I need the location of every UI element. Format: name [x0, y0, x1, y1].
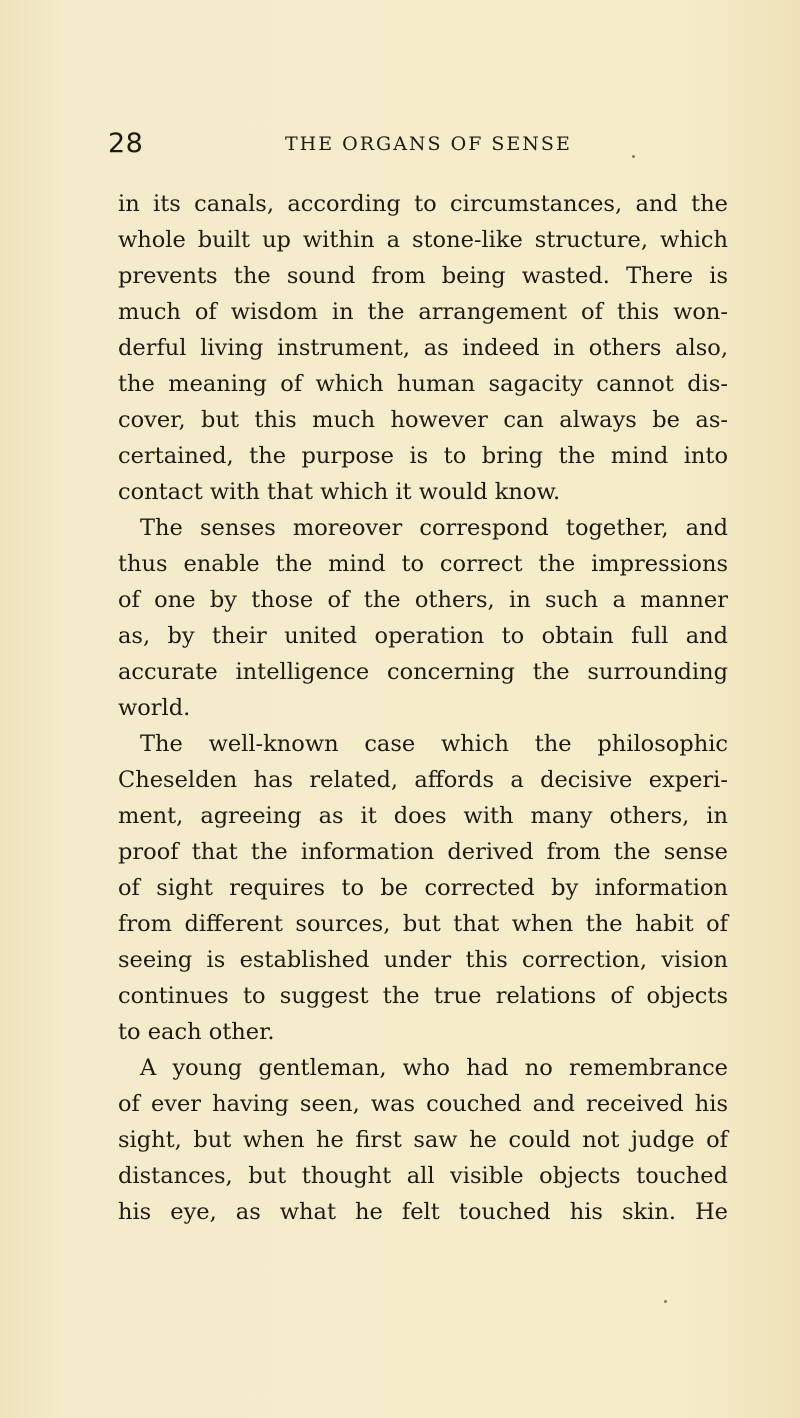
body-text [118, 186, 728, 1230]
text-line: the meaning of which human sagacity cannot dis- [118, 371, 728, 397]
running-title: THE ORGANS OF SENSE [285, 133, 572, 155]
text-line: ment, agreeing as it does with many others, in [118, 803, 728, 829]
text-line: accurate intelligence concerning the surrounding [118, 659, 728, 685]
text-line: sight, but when he first saw he could not judge of [118, 1127, 728, 1153]
paper-speck [632, 155, 635, 158]
text-line: prevents the sound from being wasted. There is [118, 263, 728, 289]
text-line: contact with that which it would know. [118, 479, 561, 505]
text-line: from different sources, but that when the habit of [118, 911, 728, 937]
text-line: whole built up within a stone-like structure, which [118, 227, 728, 253]
page-header [108, 128, 698, 168]
text-line: in its canals, according to circumstances, and the [118, 191, 728, 217]
text-line: seeing is established under this correction, vision [118, 947, 728, 973]
text-line: certained, the purpose is to bring the mind into [118, 443, 728, 469]
text-line: Cheselden has related, affords a decisive experi- [118, 767, 728, 793]
text-line: of ever having seen, was couched and received his [118, 1091, 728, 1117]
paper-speck [664, 1300, 667, 1303]
text-line: as, by their united operation to obtain full and [118, 623, 728, 649]
text-line: proof that the information derived from the sense [118, 839, 728, 865]
text-line: of one by those of the others, in such a manner [118, 587, 728, 613]
text-line: his eye, as what he felt touched his skin. He [118, 1199, 728, 1225]
text-line: much of wisdom in the arrangement of this won- [118, 299, 728, 325]
text-line: cover, but this much however can always be as- [118, 407, 728, 433]
text-line: thus enable the mind to correct the impressions [118, 551, 728, 577]
paragraph-start-line: The well-known case which the philosophic [140, 731, 728, 757]
page-number: 28 [108, 128, 144, 159]
text-line: continues to suggest the true relations of objects [118, 983, 728, 1009]
text-line: of sight requires to be corrected by information [118, 875, 728, 901]
paragraph-start-line: A young gentleman, who had no remembrance [140, 1055, 728, 1081]
text-line: world. [118, 695, 191, 721]
text-line: distances, but thought all visible objects touched [118, 1163, 728, 1189]
text-line: derful living instrument, as indeed in others also, [118, 335, 728, 361]
paragraph-start-line: The senses moreover correspond together, and [140, 515, 728, 541]
text-line: to each other. [118, 1019, 275, 1045]
